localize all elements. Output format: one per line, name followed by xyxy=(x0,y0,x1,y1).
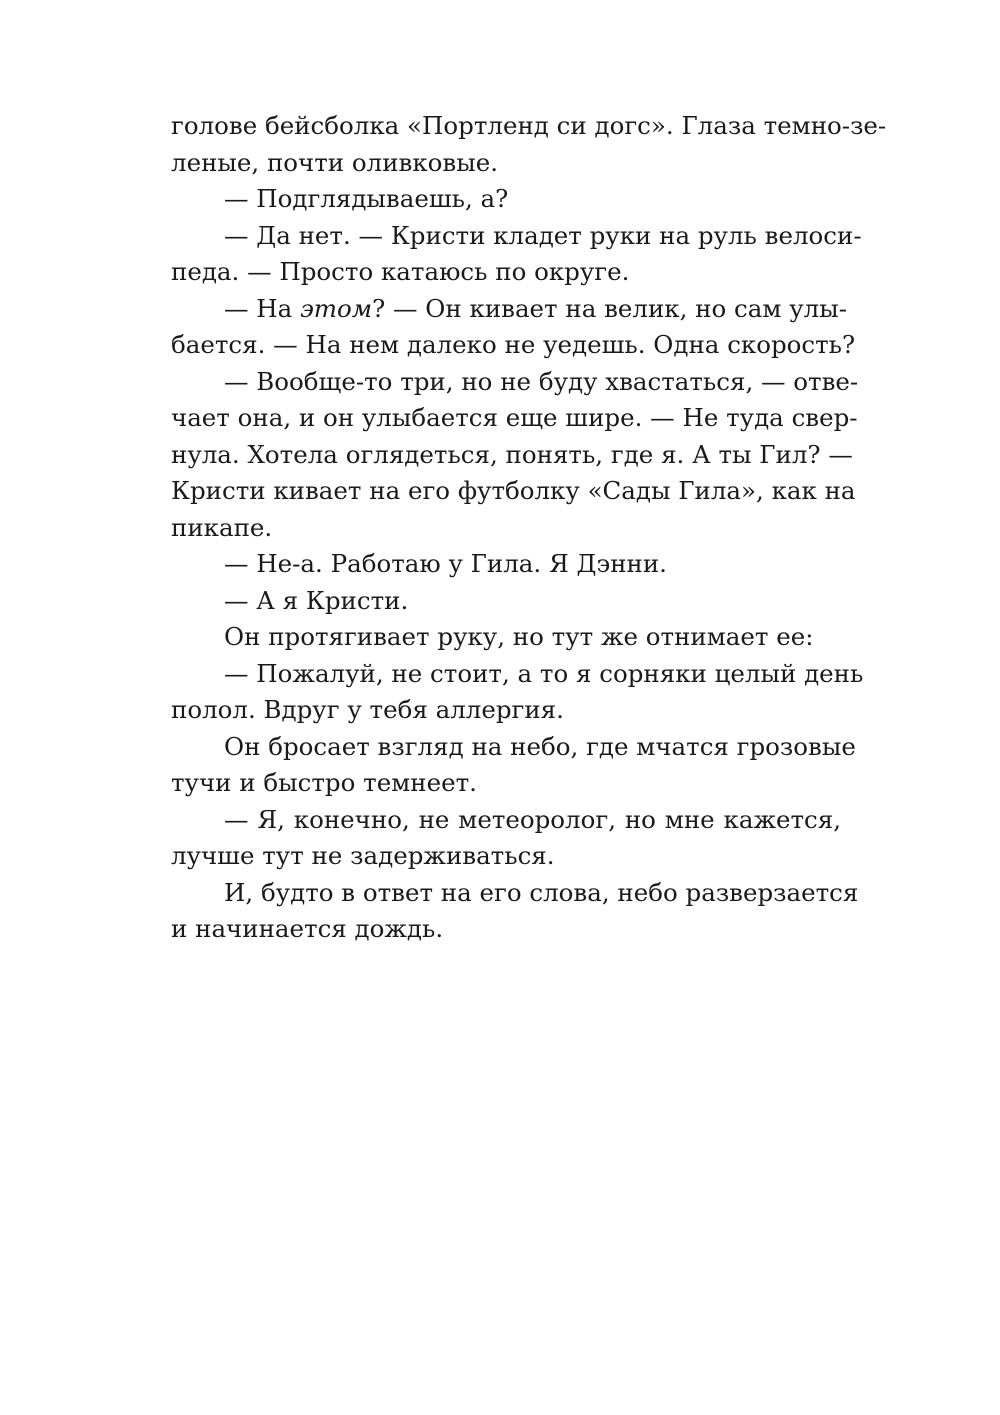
text-line: тучи и быстро темнеет. xyxy=(171,768,477,797)
text-line: педа. — Просто катаюсь по округе. xyxy=(171,257,630,286)
text-line: нула. Хотела оглядеться, понять, где я. А ты Гил? — xyxy=(171,439,853,469)
text-line: — Вообще-то три, но не буду хвастаться, — отве- xyxy=(224,366,859,396)
text-fragment: — На xyxy=(224,293,301,323)
text-fragment: ? — Он кивает на велик, но сам улы- xyxy=(372,293,847,323)
text-line: чает она, и он улыбается еще шире. — Не туда свер- xyxy=(171,403,858,432)
text-line: лучше тут не задерживаться. xyxy=(171,841,555,870)
text-line: голове бейсболка «Портленд си догс». Глаза темно-зе- xyxy=(171,111,887,140)
text-line xyxy=(171,291,847,328)
text-line: — Не-а. Работаю у Гила. Я Дэнни. xyxy=(224,549,667,578)
text-line: пикапе. xyxy=(171,512,273,542)
text-line: полол. Вдруг у тебя аллергия. xyxy=(171,695,564,724)
text-line: — Я, конечно, не метеоролог, но мне кажется, xyxy=(224,804,841,834)
text-line: Он бросает взгляд на небо, где мчатся грозовые xyxy=(224,731,856,761)
text-line: и начинается дождь. xyxy=(171,914,444,943)
text-line: И, будто в ответ на его слова, небо разверзается xyxy=(224,877,859,907)
text-line: — Пожалуй, не стоит, а то я сорняки целый день xyxy=(224,658,864,688)
text-line: Он протягивает руку, но тут же отнимает ее: xyxy=(224,622,814,651)
text-line: леные, почти оливковые. xyxy=(171,147,498,177)
italic-word: этом xyxy=(300,293,373,323)
text-line: — Да нет. — Кристи кладет руки на руль велоси- xyxy=(224,220,862,250)
text-line: — Подглядываешь, а? xyxy=(224,184,509,213)
text-line: бается. — На нем далеко не уедешь. Одна скорость? xyxy=(171,330,856,359)
text-line: — А я Кристи. xyxy=(224,585,409,615)
body-text xyxy=(171,108,887,948)
text-line: Кристи кивает на его футболку «Сады Гила», как на xyxy=(171,476,856,505)
